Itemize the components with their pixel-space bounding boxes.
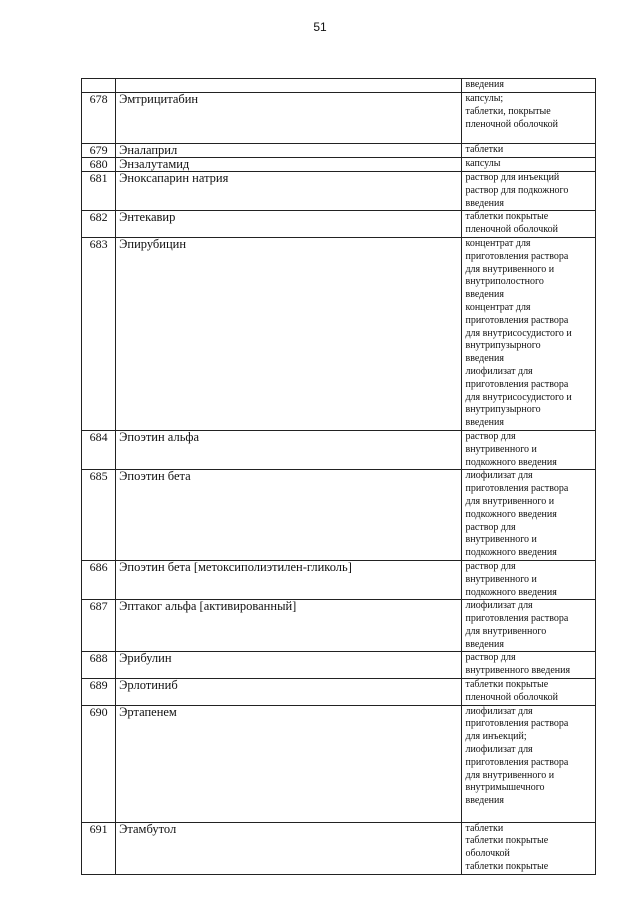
drug-name: Эпоэтин альфа	[116, 430, 462, 469]
row-number: 680	[82, 158, 116, 172]
row-number: 690	[82, 705, 116, 822]
dosage-form: введения	[462, 79, 596, 93]
table-row	[82, 172, 596, 211]
drug-name: Эноксапарин натрия	[116, 172, 462, 211]
dosage-form: таблетки таблетки покрытые оболочкой таблетки покрытые	[462, 822, 596, 874]
drug-name: Эналаприл	[116, 144, 462, 158]
drug-name: Эпоэтин бета	[116, 470, 462, 561]
dosage-form: раствор для внутривенного введения	[462, 652, 596, 679]
drug-name: Эрибулин	[116, 652, 462, 679]
dosage-form: таблетки покрытые пленочной оболочкой	[462, 211, 596, 238]
dosage-form: раствор для внутривенного и подкожного введения	[462, 560, 596, 599]
row-number: 691	[82, 822, 116, 874]
table-row	[82, 705, 596, 822]
dosage-form: лиофилизат для приготовления раствора для внутривенного введения	[462, 600, 596, 652]
table-row	[82, 652, 596, 679]
table-row	[82, 237, 596, 430]
table-row	[82, 679, 596, 706]
table-row	[82, 822, 596, 874]
row-number: 684	[82, 430, 116, 469]
table-row	[82, 560, 596, 599]
table-row	[82, 470, 596, 561]
table-row	[82, 144, 596, 158]
drug-table	[81, 78, 596, 875]
dosage-form: концентрат для приготовления раствора для внутривенного и внутриполостного введения концентрат для приготовления раствора для внутрисосудистого и внутрипузырного введения лиофилизат для приготовления раствора для внутрисосудистого и внутрипузырного введения	[462, 237, 596, 430]
drug-name: Эмтрицитабин	[116, 93, 462, 144]
row-number: 687	[82, 600, 116, 652]
table-row	[82, 79, 596, 93]
row-number: 683	[82, 237, 116, 430]
dosage-form: капсулы; таблетки, покрытые пленочной оболочкой	[462, 93, 596, 144]
drug-name: Эпоэтин бета [метоксиполиэтилен-гликоль]	[116, 560, 462, 599]
row-number: 679	[82, 144, 116, 158]
row-number: 685	[82, 470, 116, 561]
dosage-form: таблетки	[462, 144, 596, 158]
dosage-form: капсулы	[462, 158, 596, 172]
row-number: 681	[82, 172, 116, 211]
dosage-form: лиофилизат для приготовления раствора для инъекций; лиофилизат для приготовления раствора для внутривенного и внутримышечного введения	[462, 705, 596, 822]
drug-name: Этамбутол	[116, 822, 462, 874]
table-row	[82, 211, 596, 238]
dosage-form: раствор для инъекций раствор для подкожного введения	[462, 172, 596, 211]
table-row	[82, 158, 596, 172]
row-number: 678	[82, 93, 116, 144]
row-number: 682	[82, 211, 116, 238]
row-number	[82, 79, 116, 93]
row-number: 688	[82, 652, 116, 679]
dosage-form: лиофилизат для приготовления раствора для внутривенного и подкожного введения раствор для внутривенного и подкожного введения	[462, 470, 596, 561]
dosage-form: раствор для внутривенного и подкожного введения	[462, 430, 596, 469]
drug-name: Эптаког альфа [активированный]	[116, 600, 462, 652]
table-row	[82, 93, 596, 144]
drug-name	[116, 79, 462, 93]
drug-name: Эртапенем	[116, 705, 462, 822]
drug-name: Эрлотиниб	[116, 679, 462, 706]
page-number: 51	[313, 20, 327, 34]
row-number: 686	[82, 560, 116, 599]
dosage-form: таблетки покрытые пленочной оболочкой	[462, 679, 596, 706]
drug-name: Энзалутамид	[116, 158, 462, 172]
drug-name: Эпирубицин	[116, 237, 462, 430]
drug-name: Энтекавир	[116, 211, 462, 238]
table-row	[82, 430, 596, 469]
table-row	[82, 600, 596, 652]
row-number: 689	[82, 679, 116, 706]
